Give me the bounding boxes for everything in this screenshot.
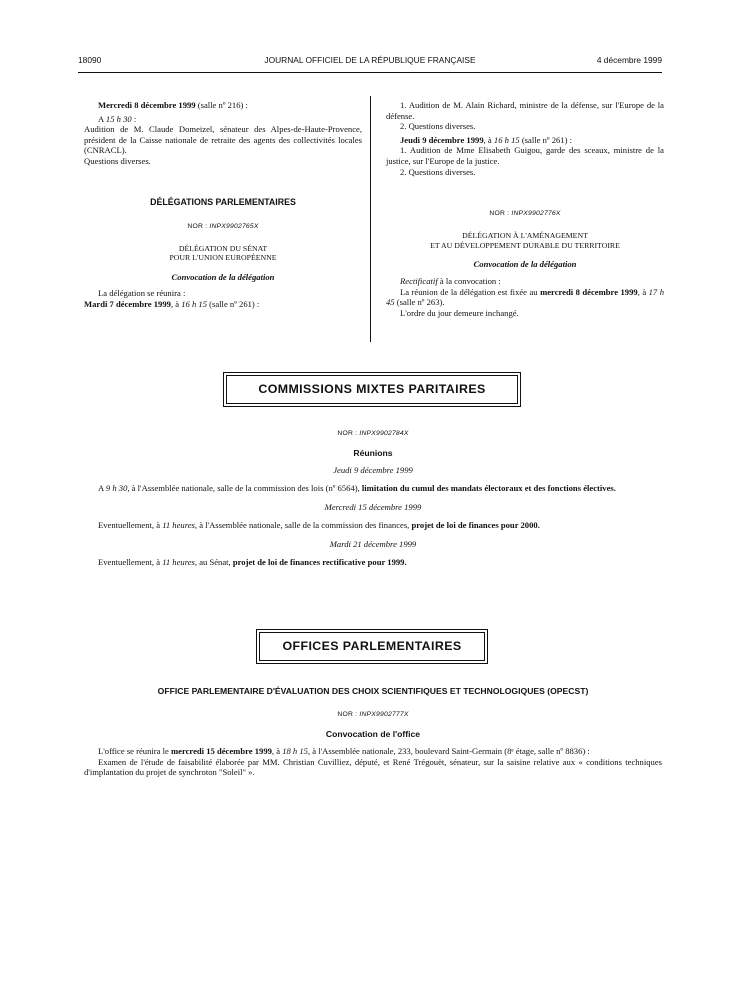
- unchanged-note: L'ordre du jour demeure inchangé.: [400, 307, 519, 318]
- convocation-heading: Convocation de la délégation: [473, 259, 577, 270]
- meeting-date-line: Mardi 7 décembre 1999, à 16 h 15 (salle nº 261) :: [84, 298, 260, 309]
- delegation-name-line2: ET AU DÉVELOPPEMENT DURABLE DU TERRITOIRE: [430, 240, 620, 250]
- page-header: [78, 55, 662, 69]
- meeting-entry: Eventuellement, à 11 heures, à l'Assemblée nationale, salle de la commission des finances, projet de loi de finances pour 2000.: [98, 519, 540, 530]
- meeting-entry: A 9 h 30, à l'Assemblée nationale, salle de la commission des lois (nº 6564), limitation du cumul des mandats électoraux et des fonctions électives.: [98, 482, 616, 493]
- nor-reference: NOR : INPX9902776X: [489, 210, 561, 218]
- section-box-title: OFFICES PARLEMENTAIRES: [282, 639, 462, 653]
- office-title: OFFICE PARLEMENTAIRE D'ÉVALUATION DES CHOIX SCIENTIFIQUES ET TECHNOLOGIQUES (OPECST): [157, 686, 589, 696]
- misc-questions: Questions diverses.: [84, 155, 151, 166]
- section-title-delegations: DÉLÉGATIONS PARLEMENTAIRES: [150, 196, 296, 207]
- delegation-name-line2: POUR L'UNION EUROPÉENNE: [169, 253, 277, 263]
- nor-reference: NOR : INPX9902777X: [337, 711, 409, 718]
- meeting-date-line: Mercredi 8 décembre 1999 (salle nº 216) :: [98, 100, 248, 110]
- meeting-time-line: A 15 h 30 :: [98, 113, 137, 124]
- agenda-item: 2. Questions diverses.: [400, 166, 476, 177]
- journal-title: JOURNAL OFFICIEL DE LA RÉPUBLIQUE FRANÇAISE: [264, 55, 476, 65]
- nor-reference: NOR : INPX9902784X: [337, 430, 409, 437]
- delegation-name-line1: DÉLÉGATION À L'AMÉNAGEMENT: [462, 231, 588, 241]
- rectificatif-line: Rectificatif à la convocation :: [400, 275, 501, 286]
- convocation-heading: Convocation de la délégation: [171, 271, 275, 282]
- left-column: [84, 100, 362, 310]
- section-box-offices: [259, 632, 485, 661]
- column-divider: [370, 96, 371, 342]
- page-number: 18090: [78, 55, 102, 65]
- cmp-heading: Réunions: [353, 448, 393, 458]
- header-rule: [78, 72, 662, 73]
- agenda-item: 1. Audition de Mme Elisabeth Guigou, garde des sceaux, ministre de la justice, sur l'Europe de la justice.: [386, 145, 664, 166]
- office-heading: Convocation de l'office: [325, 729, 421, 739]
- meeting-date-line: Jeudi 9 décembre 1999, à 16 h 15 (salle nº 261) :: [400, 134, 572, 145]
- meeting-intro: La délégation se réunira :: [98, 288, 186, 299]
- meeting-date: Mardi 21 décembre 1999: [329, 539, 417, 550]
- cmp-section: [84, 430, 662, 568]
- agenda-item: 1. Audition de M. Alain Richard, ministre de la défense, sur l'Europe de la défense.: [386, 100, 664, 121]
- office-paragraph: L'office se réunira le mercredi 15 décembre 1999, à 18 h 15, à l'Assemblée nationale, 233, boulevard Saint-Germain (8ᵉ étage, salle nº 8836) :: [98, 746, 590, 756]
- hearing-text: Audition de M. Claude Domeizel, sénateur des Alpes-de-Haute-Provence, président de la Caisse nationale de retraite des agents des collectivités locales (CNRACL).: [84, 124, 362, 156]
- agenda-item: 2. Questions diverses.: [400, 121, 476, 132]
- section-box-shadow: [223, 372, 521, 407]
- nor-reference: NOR : INPX9902765X: [187, 222, 259, 230]
- meeting-date: Mercredi 15 décembre 1999: [324, 502, 422, 513]
- right-column: [386, 100, 664, 318]
- schedule-change: La réunion de la délégation est fixée au mercredi 8 décembre 1999, à 17 h 45 (salle nº 263).: [386, 286, 664, 308]
- header-date: 4 décembre 1999: [596, 55, 662, 65]
- delegation-name-line1: DÉLÉGATION DU SÉNAT: [178, 243, 268, 253]
- section-box-title: COMMISSIONS MIXTES PARITAIRES: [258, 382, 486, 396]
- office-paragraph: Examen de l'étude de faisabilité élaborée par MM. Christian Cuvilliez, député, et René Trégouët, sénateur, sur la saisine relative aux « conditions techniques d'implantation du projet de synchroton "Soleil" ».: [84, 756, 662, 778]
- offices-section: [84, 686, 662, 778]
- meeting-entry: Eventuellement, à 11 heures, au Sénat, projet de loi de finances rectificative pour 1999.: [98, 556, 407, 567]
- meeting-date: Jeudi 9 décembre 1999: [333, 465, 413, 475]
